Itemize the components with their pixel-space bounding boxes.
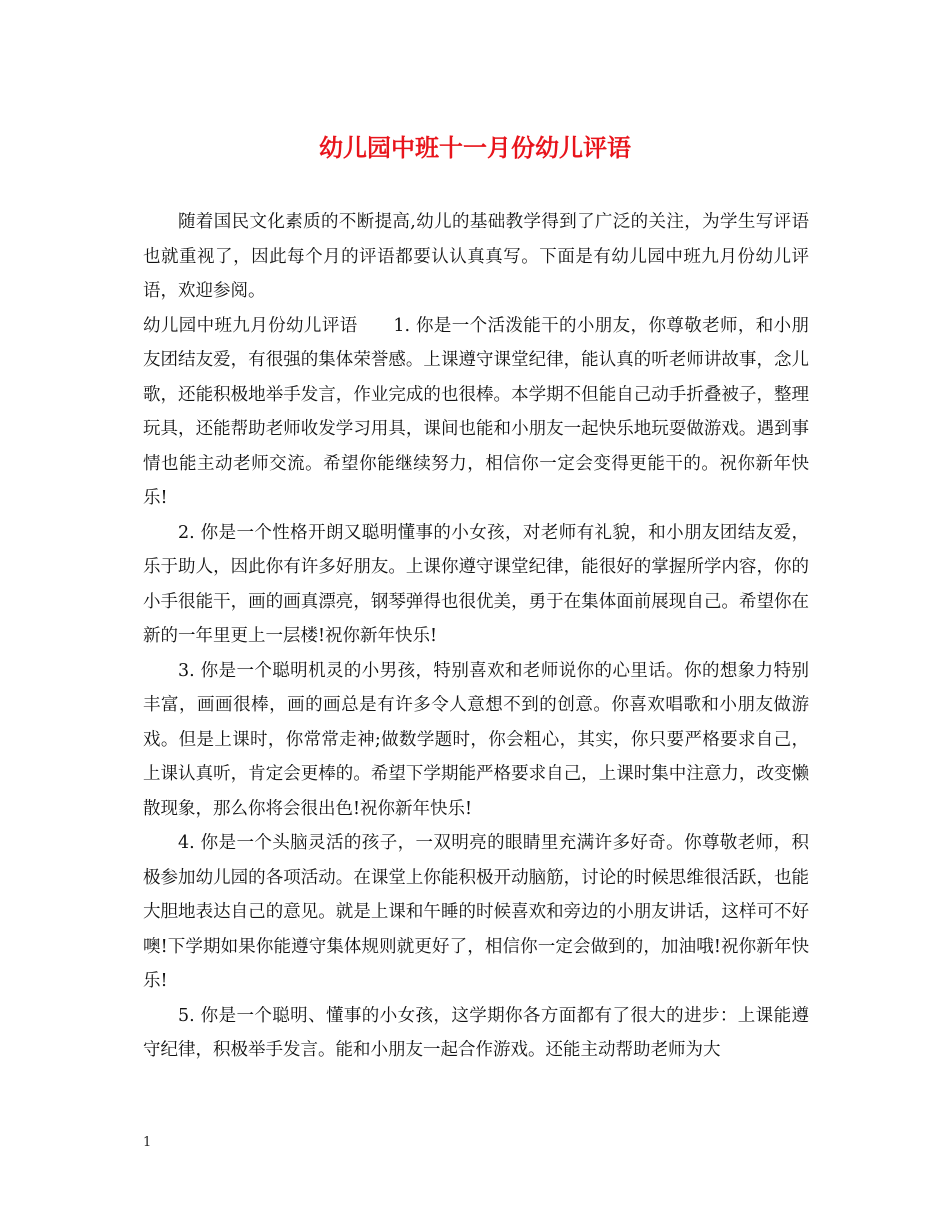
intro-paragraph: 随着国民文化素质的不断提高,幼儿的基础教学得到了广泛的关注，为学生写评语也就重视了，因此每个月的评语都要认认真真写。下面是有幼儿园中班九月份幼儿评语，欢迎参阅。 <box>143 212 809 301</box>
section-paragraph: 幼儿园中班九月份幼儿评语 1. 你是一个活泼能干的小朋友，你尊敬老师，和小朋友团结友爱，有很强的集体荣誉感。上课遵守课堂纪律，能认真的听老师讲故事，念儿歌，还能积极地举手发言，作业完成的也很棒。本学期不但能自己动手折叠被子，整理玩具，还能帮助老师收发学习用具，课间也能和小朋友一起快乐地玩耍做游戏。遇到事情也能主动老师交流。希望你能继续努力，相信你一定会变得更能干的。祝你新年快乐! <box>143 315 809 508</box>
comment-paragraph-5: 5. 你是一个聪明、懂事的小女孩，这学期你各方面都有了很大的进步：上课能遵守纪律，积极举手发言。能和小朋友一起合作游戏。还能主动帮助老师为大 <box>143 1005 809 1060</box>
comment-paragraph-3: 3. 你是一个聪明机灵的小男孩，特别喜欢和老师说你的心里话。你的想象力特别丰富，画画很棒，画的画总是有许多令人意想不到的创意。你喜欢唱歌和小朋友做游戏。但是上课时，你常常走神;做数学题时，你会粗心，其实，你只要严格要求自己，上课认真听，肯定会更棒的。希望下学期能严格要求自己，上课时集中注意力，改变懒散现象，那么你将会很出色!祝你新年快乐! <box>143 660 809 819</box>
page-number: 1 <box>143 1135 152 1150</box>
document-body <box>143 205 809 1068</box>
document-title: 幼儿园中班十一月份幼儿评语 <box>319 133 631 162</box>
comment-paragraph-2: 2. 你是一个性格开朗又聪明懂事的小女孩，对老师有礼貌，和小朋友团结友爱，乐于助人，因此你有许多好朋友。上课你遵守课堂纪律，能很好的掌握所学内容，你的小手很能干，画的画真漂亮，钢琴弹得也很优美，勇于在集体面前展现自己。希望你在新的一年里更上一层楼!祝你新年快乐! <box>143 522 809 646</box>
comment-paragraph-4: 4. 你是一个头脑灵活的孩子，一双明亮的眼睛里充满许多好奇。你尊敬老师，积极参加幼儿园的各项活动。在课堂上你能积极开动脑筋，讨论的时候思维很活跃，也能大胆地表达自己的意见。就是上课和午睡的时候喜欢和旁边的小朋友讲话，这样可不好噢!下学期如果你能遵守集体规则就更好了，相信你一定会做到的，加油哦!祝你新年快乐! <box>143 833 809 991</box>
